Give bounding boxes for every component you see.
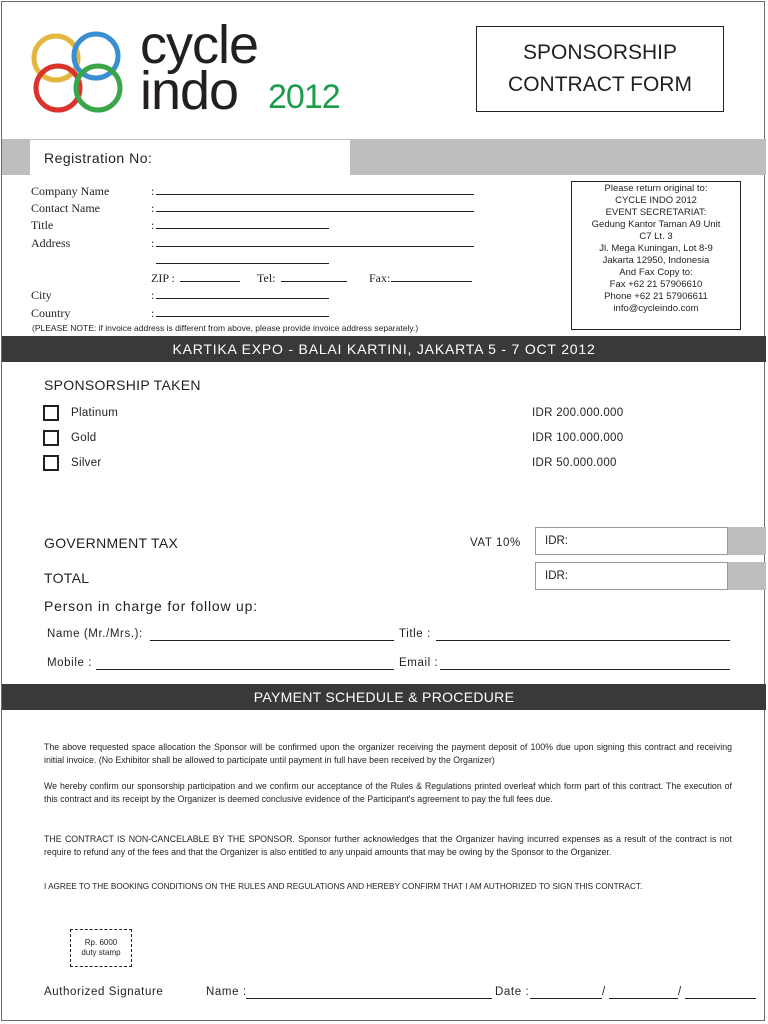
signature-name-field[interactable]: [246, 998, 492, 999]
sponsorship-heading: SPONSORSHIP TAKEN: [44, 377, 201, 393]
terms-paragraph-1: The above requested space allocation the Sponsor will be confirmed upon the organizer receiving the payment deposit of 100% due upon signing this contract and receiving initial invoice. (No Exhibitor shall be allowed to participate until payment in full have been received by the Organizer): [44, 742, 732, 765]
return-line: C7 Lt. 3: [639, 231, 673, 242]
platinum-checkbox[interactable]: [43, 405, 59, 421]
colon: :: [151, 201, 155, 215]
contact-name-field[interactable]: [156, 211, 474, 212]
zip-field[interactable]: [180, 281, 240, 282]
payment-banner: PAYMENT SCHEDULE & PROCEDURE: [2, 684, 766, 710]
event-banner: KARTIKA EXPO - BALAI KARTINI, JAKARTA 5 - 7 OCT 2012: [2, 336, 766, 362]
colon: :: [151, 184, 155, 198]
return-line: EVENT SECRETARIAT:: [605, 207, 707, 218]
date-separator: /: [678, 986, 682, 998]
stamp-value: Rp. 6000: [84, 938, 118, 947]
zip-label: ZIP :: [151, 271, 175, 285]
followup-mobile-label: Mobile :: [47, 657, 93, 669]
title-field[interactable]: [156, 228, 329, 229]
tel-label: Tel:: [257, 271, 276, 285]
followup-email-label: Email :: [399, 657, 439, 669]
followup-heading: Person in charge for follow up:: [44, 598, 258, 614]
colon: :: [151, 236, 155, 250]
date-month-field[interactable]: [609, 998, 678, 999]
total-amount-field[interactable]: IDR:: [535, 562, 728, 590]
followup-title-label: Title :: [399, 628, 431, 640]
return-address-box: [571, 181, 741, 330]
signature-name-label: Name :: [206, 986, 247, 998]
city-label: City: [31, 288, 52, 302]
colon: :: [151, 218, 155, 232]
return-line: Fax +62 21 57906610: [609, 279, 703, 290]
fax-field[interactable]: [391, 281, 472, 282]
stamp-caption: duty stamp: [81, 948, 121, 957]
followup-mobile-field[interactable]: [96, 669, 394, 670]
return-line: CYCLE INDO 2012: [615, 195, 697, 206]
terms-paragraph-2: We hereby confirm our sponsorship participation and we confirm our acceptance of the Rules & Regulations printed overleaf which form part of this contract. The execution of this contract and its receipt by the Organizer is deemed conclusive evidence of the Participant's agreement to pay the full fees due.: [44, 781, 732, 804]
colon: :: [151, 306, 155, 320]
signature-date-label: Date :: [495, 986, 530, 998]
form-title-line2: CONTRACT FORM: [508, 73, 692, 96]
company-name-field[interactable]: [156, 194, 474, 195]
logo-word-indo: indo: [140, 61, 239, 121]
form-title-box: [476, 26, 724, 112]
address-field-line2[interactable]: [156, 263, 329, 264]
tax-amount-field[interactable]: IDR:: [535, 527, 728, 555]
government-tax-label: GOVERNMENT TAX: [44, 535, 179, 551]
platinum-label: Platinum: [71, 407, 119, 419]
vat-label: VAT 10%: [470, 537, 521, 549]
company-name-label: Company Name: [31, 184, 110, 198]
return-line: Phone +62 21 57906611: [604, 291, 708, 302]
followup-title-field[interactable]: [436, 640, 730, 641]
return-line: info@cycleindo.com: [613, 303, 699, 314]
followup-name-label: Name (Mr./Mrs.):: [47, 628, 143, 640]
city-field[interactable]: [156, 298, 329, 299]
address-label: Address: [31, 236, 71, 250]
date-year-field[interactable]: [685, 998, 756, 999]
terms-agreement: I AGREE TO THE BOOKING CONDITIONS ON THE RULES AND REGULATIONS AND HEREBY CONFIRM THAT I AM AUTHORIZED TO SIGN THIS CONTRACT.: [44, 882, 643, 891]
country-field[interactable]: [156, 316, 329, 317]
return-line: And Fax Copy to:: [619, 267, 693, 278]
country-label: Country: [31, 306, 71, 320]
fax-label: Fax:: [369, 271, 391, 285]
gold-checkbox[interactable]: [43, 430, 59, 446]
contact-name-label: Contact Name: [31, 201, 100, 215]
date-day-field[interactable]: [530, 998, 602, 999]
logo-rings-icon: [28, 30, 132, 114]
title-label: Title: [31, 218, 54, 232]
authorized-signature-label: Authorized Signature: [44, 986, 164, 998]
form-title-line1: SPONSORSHIP: [522, 41, 678, 64]
registration-label: Registration No:: [44, 150, 153, 166]
silver-price: IDR 50.000.000: [532, 457, 617, 469]
return-line: Gedung Kantor Taman A9 Unit: [591, 219, 721, 230]
return-line: Jl. Mega Kuningan, Lot 8-9: [599, 243, 713, 254]
invoice-note: (PLEASE NOTE: if invoice address is different from above, please provide invoice address separately.): [32, 323, 419, 333]
tel-field[interactable]: [281, 281, 347, 282]
silver-checkbox[interactable]: [43, 455, 59, 471]
gold-label: Gold: [71, 432, 97, 444]
silver-label: Silver: [71, 457, 102, 469]
duty-stamp-box: [70, 929, 132, 967]
followup-email-field[interactable]: [440, 669, 730, 670]
return-line: Jakarta 12950, Indonesia: [602, 255, 710, 266]
total-label: TOTAL: [44, 570, 90, 586]
return-line: Please return original to:: [604, 183, 708, 194]
date-separator: /: [602, 986, 606, 998]
colon: :: [151, 288, 155, 302]
platinum-price: IDR 200.000.000: [532, 407, 624, 419]
followup-name-field[interactable]: [150, 640, 394, 641]
logo-word-cycle: cycle: [140, 15, 259, 75]
address-field-line1[interactable]: [156, 246, 474, 247]
logo-year: 2012: [268, 78, 340, 116]
terms-paragraph-3: THE CONTRACT IS NON-CANCELABLE BY THE SPONSOR. Sponsor further acknowledges that the Organizer having incurred expenses as a result of the contract is not require to refund any of the fees and that the Organizer is also entitled to any unpaid amounts that may be owing by the Sponsor to the Organizer.: [44, 834, 732, 857]
gold-price: IDR 100.000.000: [532, 432, 624, 444]
